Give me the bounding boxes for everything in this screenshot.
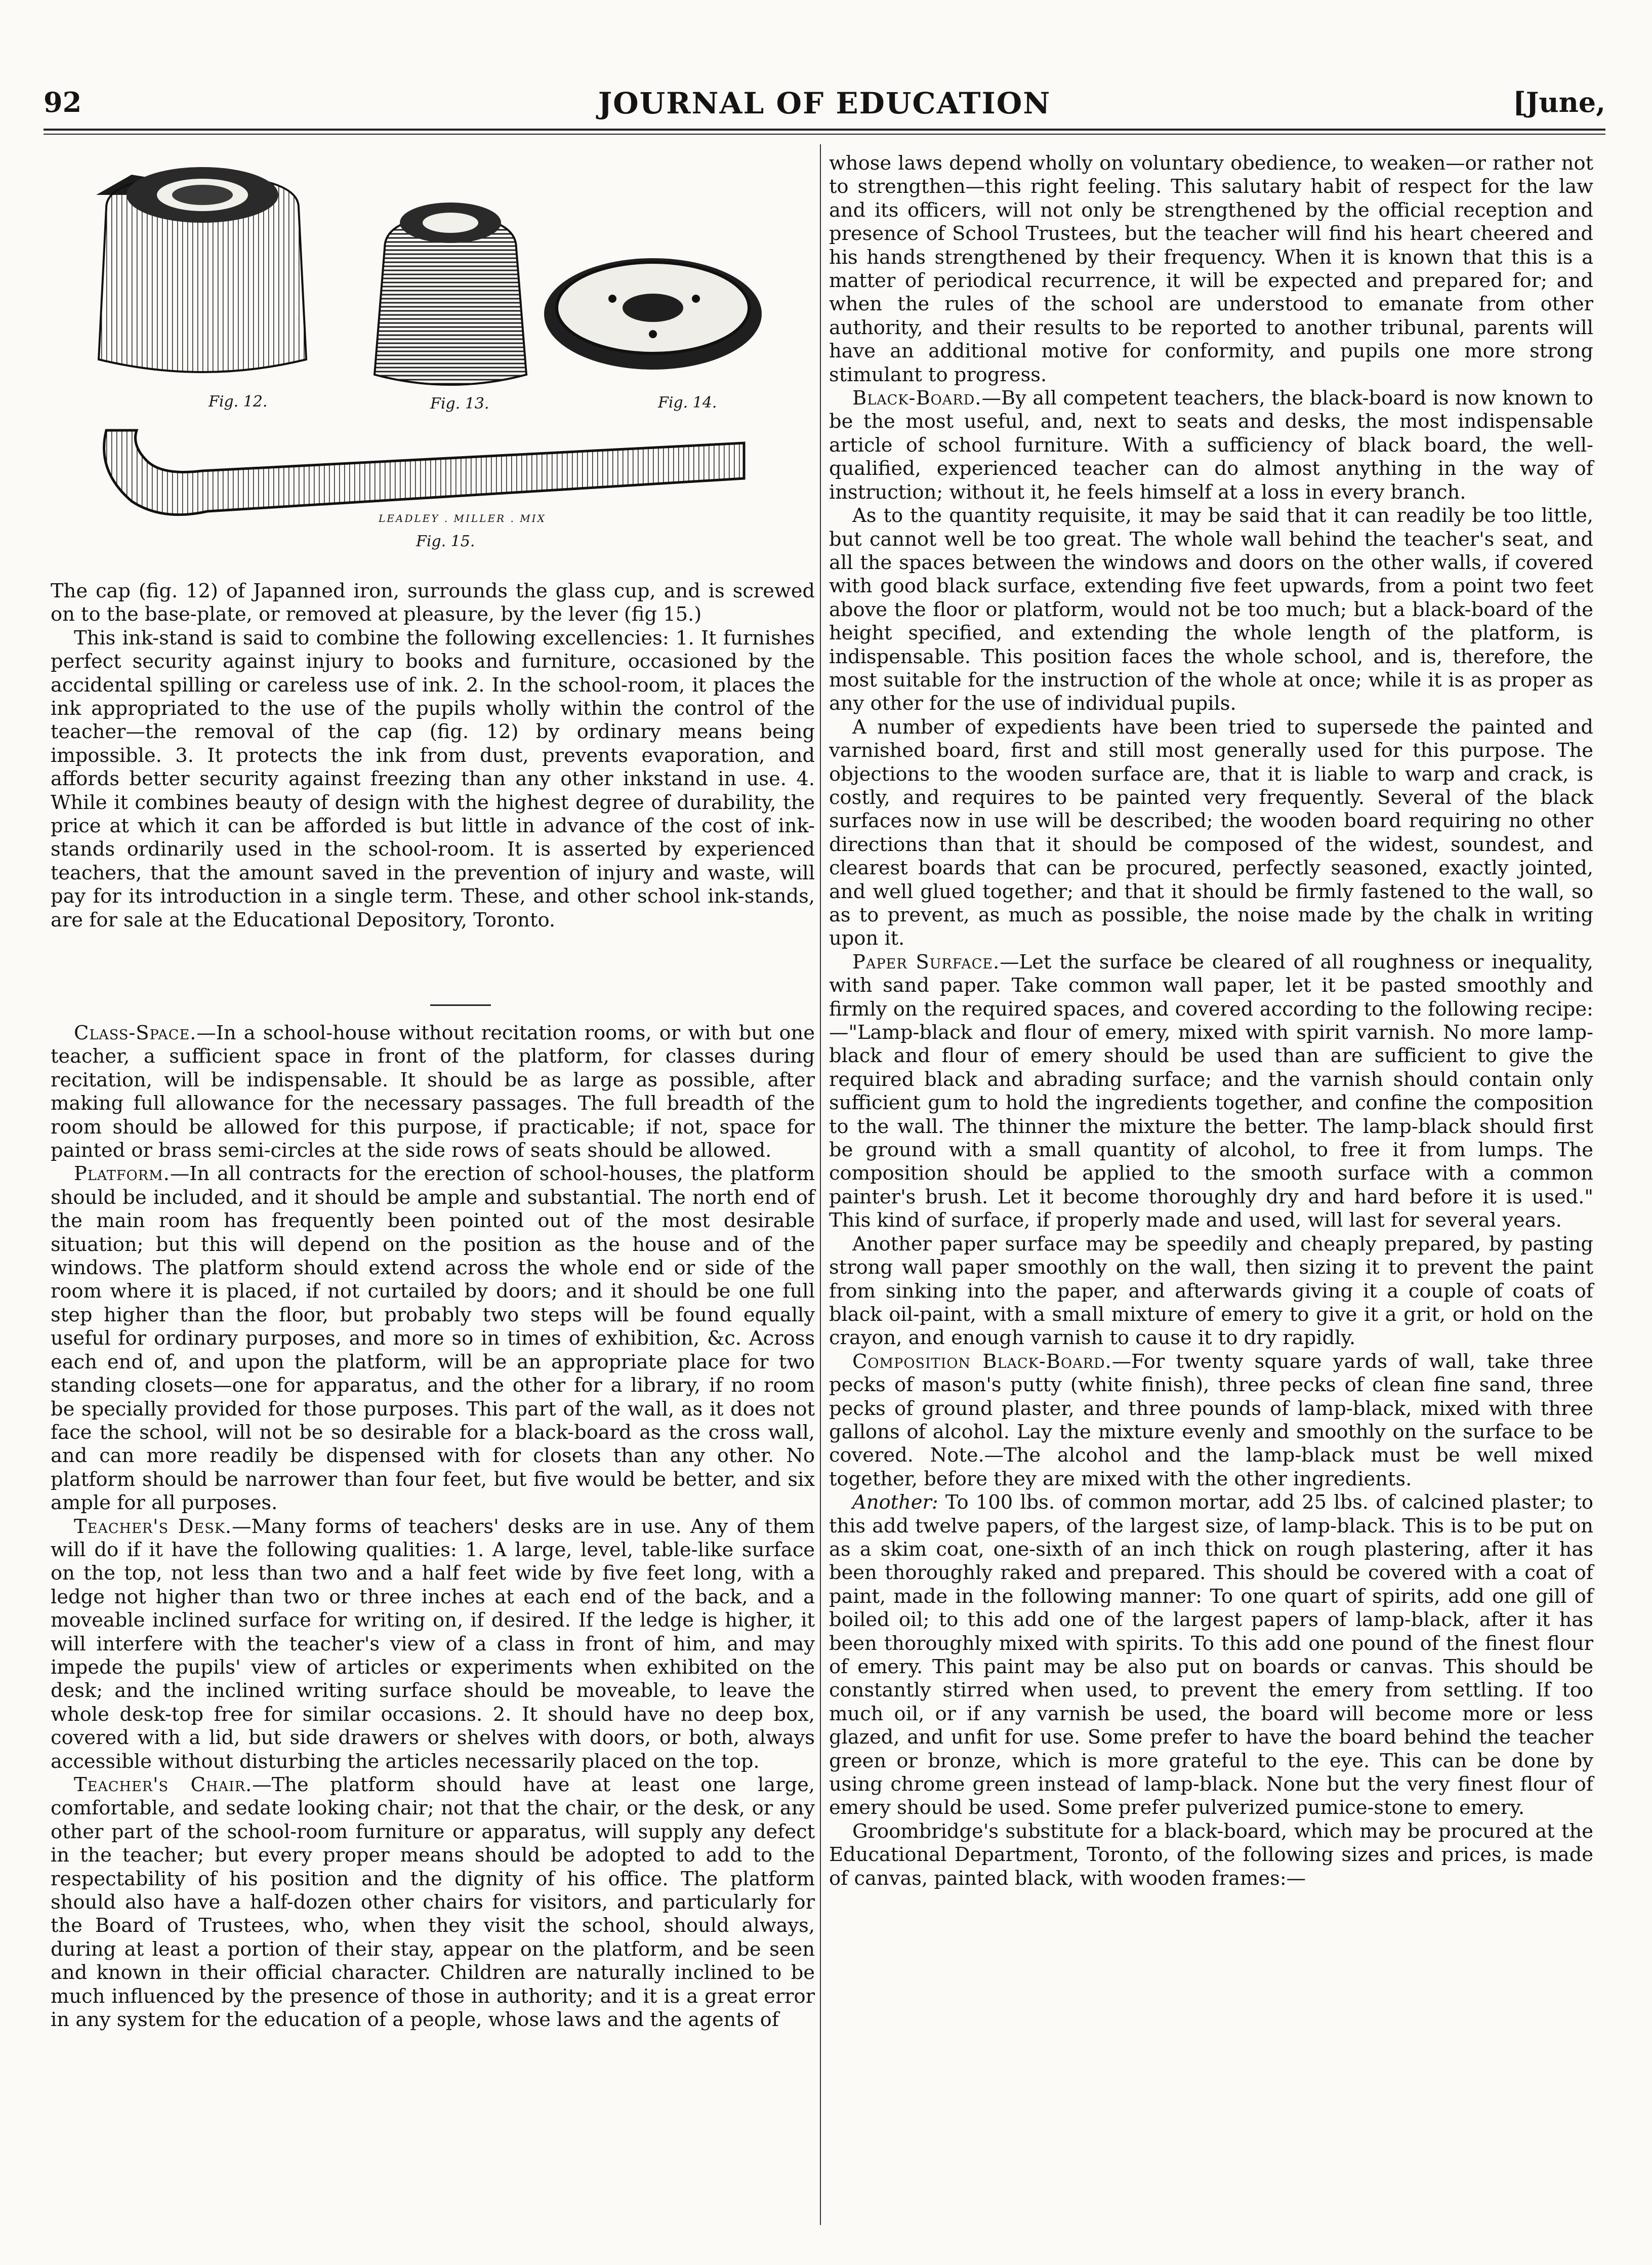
- paragraph-teachers-desk: Teacher's Desk.—Many forms of teachers' desks are in use. Any of them will do if it have the following qualities: 1. A large, level, table-like surface on the top, not less than two and a half feet wide by five feet long, with a ledge not higher than two or three inches at each end of the back, and a moveable inclined surface for writing on, if desired. If the ledge is higher, it will interfere with the teacher's view of a class in front of him, and may impede the pupils' view of articles or experiments when exhibited on the desk; and the inclined writing surface should be moveable, to leave the whole desk-top free for similar occasions. 2. It should have no deep box, covered with a lid, but side drawers or shelves with doors, or both, always accessible without disturbing the articles necessarily placed on the top.: [51, 1515, 815, 1773]
- fig15-caption: Fig. 15.: [416, 533, 475, 550]
- inkstand-figures: [76, 147, 764, 562]
- paragraph-teachers-chair: Teacher's Chair.—The platform should have at least one large, comfortable, and sedate looking chair; not that the chair, or the desk, or any other part of the school-room furniture or apparatus, will supply any defect in the teacher; but every proper means should be adopted to add to the respectability of his position and the dignity of his office. The platform should also have a half-dozen other chairs for visitors, and particularly for the Board of Trustees, who, when they visit the school, should always, during at least a portion of their stay, appear on the platform, and be seen and known in their official character. Children are naturally inclined to be much influenced by the presence of those in authority; and it is a great error in any system for the education of a people, whose laws and the agents of: [51, 1773, 815, 2032]
- fig13-cup-shape: [375, 203, 526, 385]
- paragraph-another-paper: Another paper surface may be speedily and cheaply prepared, by pasting strong wall paper smoothly on the wall, then sizing it to prevent the paint from sinking into the paper, and afterwards giving it a couple of coats of black oil-paint, with a small mixture of emery to give it a grit, or hold on the crayon, and enough varnish to cause it to dry rapidly.: [829, 1232, 1593, 1350]
- heading-platform: Platform.: [74, 1162, 170, 1186]
- heading-class-space: Class-Space.: [74, 1022, 197, 1044]
- paragraph-groombridge: Groombridge's substitute for a black-board, which may be procured at the Educational Department, Toronto, of the following sizes and prices, is made of canvas, painted black, with wooden frames:—: [829, 1819, 1593, 1890]
- fig12-cap-shape: [96, 167, 306, 372]
- fig13-caption: Fig. 13.: [430, 395, 489, 413]
- heading-teachers-chair: Teacher's Chair.: [74, 1773, 253, 1796]
- running-header: [44, 86, 1605, 127]
- left-column-lower: [51, 1022, 815, 2032]
- inkstand-engraving: [76, 147, 764, 562]
- paragraph-excellencies: This ink-stand is said to combine the following excellencies: 1. It furnishes perfect security against injury to books and furniture, occasioned by the accidental spilling or careless use of ink. 2. In the school-room, it places the ink appropriated to the use of the pupils wholly within the control of the teacher—the removal of the cap (fig. 12) by ordinary means being impossible. 3. It protects the ink from dust, prevents evaporation, and affords better security against freezing than any other inkstand in use. 4. While it combines beauty of design with the highest degree of durability, the price at which it can be afforded is but little in advance of the cost of ink-stands ordinarily used in the school-room. It is asserted by experienced teachers, that the amount saved in the prevention of injury and waste, will pay for its introduction in a single term. These, and other school ink-stands, are for sale at the Educational Depository, Toronto.: [51, 626, 815, 932]
- paragraph-another: Another: To 100 lbs. of common mortar, add 25 lbs. of calcined plaster; to this add twelve papers, of the largest size, of lamp-black. This is to be put on as a skim coat, one-sixth of an inch thick on rough plastering, after it has been thoroughly raked and prepared. This should be covered with a coat of paint, made in the following manner: To one quart of spirits, add one gill of boiled oil; to this add one of the largest papers of lamp-black, after it has been thoroughly mixed with spirits. To this add one pound of the finest flour of emery. This paint may be also put on boards or canvas. This should be constantly stirred when used, to prevent the emery from settling. If too much oil, or if any varnish be used, the board will become more or less glazed, and unfit for use. Some prefer to have the board behind the teacher green or bronze, which is more grateful to the eye. This can be done by using chrome green instead of lamp-black. None but the very finest flour of emery should be used. Some prefer pulverized pumice-stone to emery.: [829, 1491, 1593, 1819]
- section-separator: [430, 1004, 491, 1006]
- paragraph-paper-surface: Paper Surface.—Let the surface be cleared of all roughness or inequality, with sand paper. Take common wall paper, let it be pasted smoothly and firmly on the required spaces, and covered according to the following recipe:—"Lamp-black and flour of emery, mixed with spirit varnish. No more lamp-black and flour of emery should be used than are sufficient to give the required black and abrading surface; and the varnish should contain only sufficient gum to hold the ingredients together, and confine the composition to the wall. The thinner the mixture the better. The lamp-black should first be ground with a small quantity of alcohol, to free it from lumps. The composition should be applied to the smooth surface with a common painter's brush. Let it become thoroughly dry and hard before it is used." This kind of surface, if properly made and used, will last for several years.: [829, 950, 1593, 1232]
- paragraph-cap: The cap (fig. 12) of Japanned iron, surrounds the glass cup, and is screwed on to the base-plate, or removed at pleasure, by the lever (fig 15.): [51, 580, 815, 626]
- fig12-caption: Fig. 12.: [209, 393, 268, 411]
- paragraph-black-board: Black-Board.—By all competent teachers, the black-board is now known to be the most useful, and, next to seats and desks, the most indispensable article of school furniture. With a sufficiency of black board, the well-qualified, experienced teacher can do almost anything in the way of instruction; without it, he feels himself at a loss in every branch.: [829, 387, 1593, 504]
- fig15-lever-shape: [104, 430, 744, 515]
- heading-teachers-desk: Teacher's Desk.: [74, 1515, 232, 1538]
- paragraph-quantity: As to the quantity requisite, it may be said that it can readily be too little, but cannot well be too great. The whole wall behind the teacher's seat, and all the spaces between the windows and doors on the other walls, if covered with good black surface, extending five feet upwards, from a point two feet above the floor or platform, would not be too much; but a black-board of the height specified, and extending the whole length of the platform, is indispensable. This position faces the whole school, and is, therefore, the most suitable for the instruction of the whole at once; while it is as proper as any other for the use of individual pupils.: [829, 504, 1593, 715]
- engraver-credit: LEADLEY . MILLER . MIX: [379, 512, 546, 524]
- header-rule-thin: [44, 134, 1605, 135]
- paragraph-continued: whose laws depend wholly on voluntary obedience, to weaken—or rather not to strengthen—this right feeling. This salutary habit of respect for the law and its officers, will not only be strengthened by the official reception and presence of School Trustees, but the teacher will find his heart cheered and his hands strengthened by their frequency. When it is known that this is a matter of periodical recurrence, it will be expected and prepared for; and when the rules of the school are understood to emanate from other authority, and their results to be reported to another tribunal, parents will have an additional motive for conformity, and pupils one more strong stimulant to progress.: [829, 152, 1593, 386]
- fig14-plate-shape: [544, 258, 762, 370]
- fig14-caption: Fig. 14.: [658, 394, 717, 412]
- left-column-upper: [51, 580, 815, 932]
- heading-paper-surface: Paper Surface.: [852, 950, 1000, 974]
- heading-another: Another:: [852, 1491, 938, 1514]
- column-divider: [820, 144, 821, 2225]
- paragraph-platform: Platform.—In all contracts for the erection of school-houses, the platform should be included, and it should be ample and substantial. The north end of the main room has frequently been pointed out of the most desirable situation; but this will depend on the position as the house and of the windows. The platform should extend across the whole end or side of the room where it is placed, if not curtailed by doors; and it should be one full step higher than the floor, but probably two steps will be found equally useful for ordinary purposes, and more so in times of exhibition, &c. Across each end of, and upon the platform, will be an appropriate place for two standing closets—one for apparatus, and the other for a library, if no room be specially provided for those purposes. This part of the wall, as it does not face the school, will not be so desirable for a black-board as the cross wall, and can more readily be dispensed with for closets than any other. No platform should be narrower than four feet, but five would be better, and six ample for all purposes.: [51, 1162, 815, 1515]
- paragraph-class-space: Class-Space.—In a school-house without recitation rooms, or with but one teacher, a sufficient space in front of the platform, for classes during recitation, will be indispensable. It should be as large as possible, after making full allowance for the necessary passages. The full breadth of the room should be allowed for this purpose, if practicable; if not, space for painted or brass semi-circles at the side rows of seats should be allowed.: [51, 1022, 815, 1162]
- page-number: 92: [44, 86, 82, 118]
- header-rule: [44, 129, 1605, 131]
- heading-composition: Composition Black-Board.: [852, 1350, 1112, 1373]
- paragraph-composition: Composition Black-Board.—For twenty square yards of wall, take three pecks of mason's putty (white finish), three pecks of clean fine sand, three pecks of ground plaster, and three pounds of lamp-black, mixed with three gallons of alcohol. Lay the mixture evenly and smoothly on the surface to be covered. Note.—The alcohol and the lamp-black must be well mixed together, before they are mixed with the other ingredients.: [829, 1350, 1593, 1490]
- paragraph-expedients: A number of expedients have been tried to supersede the painted and varnished board, first and still most generally used for this purpose. The objections to the wooden surface are, that it is liable to warp and crack, is costly, and requires to be painted very frequently. Several of the black surfaces now in use will be described; the wooden board requiring no other directions than that it should be composed of the widest, soundest, and clearest boards that can be procured, perfectly seasoned, exactly jointed, and well glued together; and that it should be firmly fastened to the wall, so as to prevent, as much as possible, the noise made by the chalk in writing upon it.: [829, 715, 1593, 950]
- right-column: [829, 152, 1593, 1890]
- issue-month: [June,: [1513, 86, 1605, 118]
- heading-black-board: Black-Board.: [852, 387, 982, 410]
- journal-title: JOURNAL OF EDUCATION: [598, 86, 1051, 120]
